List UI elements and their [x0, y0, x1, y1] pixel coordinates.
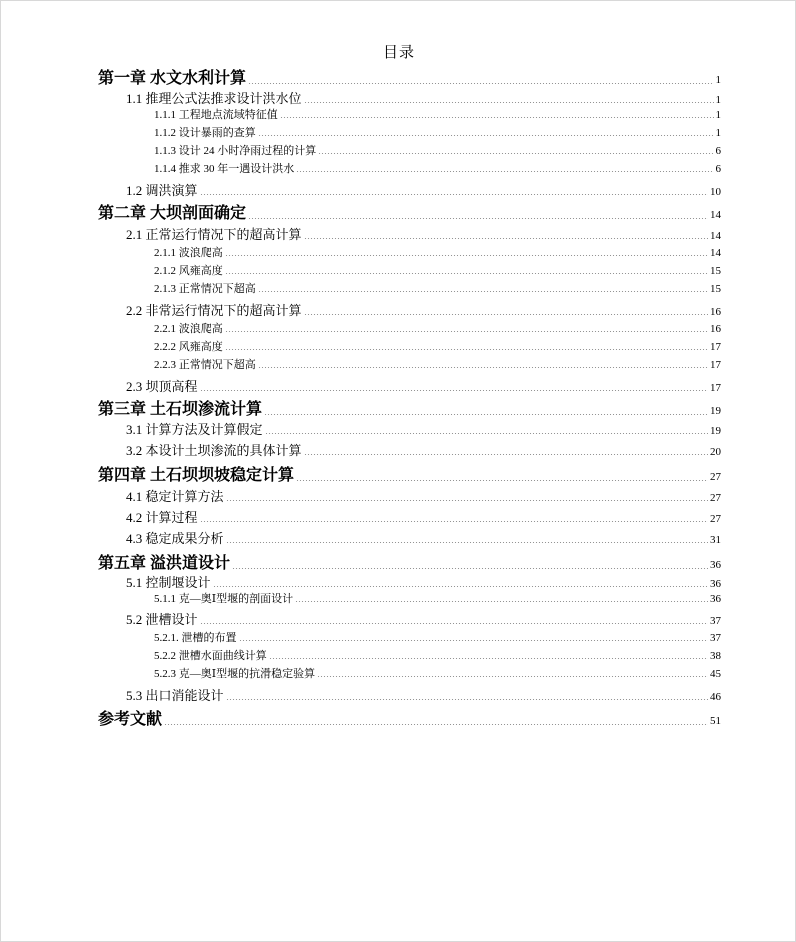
toc-leader-dots — [213, 586, 708, 587]
toc-title: 目录 — [382, 45, 415, 61]
toc-entry[interactable] — [126, 88, 721, 107]
toc-entry-label: 5.2.1. 泄槽的布置 — [154, 632, 237, 644]
toc-entry-page-number: 37 — [710, 615, 721, 627]
toc-entry-page-number: 1 — [715, 74, 721, 86]
toc-leader-dots — [225, 255, 708, 256]
toc-entry-page-number: 1 — [715, 127, 721, 139]
toc-entry-label: 第三章 土石坝渗流计算 — [98, 401, 263, 418]
toc-entry-label: 第一章 水文水利计算 — [98, 70, 247, 87]
toc-entry-page-number: 1 — [715, 94, 721, 106]
toc-entry-label: 1.1.1 工程地点流域特征值 — [154, 109, 278, 121]
toc-entry-page-number: 37 — [710, 632, 721, 644]
toc-entry-page-number: 17 — [710, 359, 721, 371]
toc-entry[interactable] — [126, 376, 721, 395]
toc-entry-label: 2.2.2 风雍高度 — [154, 341, 223, 353]
toc-leader-dots — [200, 521, 708, 522]
toc-entry-page-number: 36 — [710, 593, 721, 605]
toc-entry-page-number: 14 — [710, 247, 721, 259]
toc-entry[interactable] — [154, 280, 721, 296]
toc-entry[interactable] — [154, 356, 721, 372]
toc-leader-dots — [295, 601, 708, 602]
toc-leader-dots — [304, 454, 708, 455]
toc-entry-label: 5.1 控制堰设计 — [126, 575, 211, 590]
toc-entry[interactable] — [154, 124, 721, 140]
toc-entry-label: 3.2 本设计土坝渗流的具体计算 — [126, 443, 302, 458]
toc-entry-label: 2.2.1 波浪爬高 — [154, 323, 223, 335]
toc-entry[interactable] — [126, 528, 721, 547]
toc-entry-label: 5.2.3 克—奥Ⅰ型堰的抗滑稳定验算 — [154, 668, 316, 680]
toc-entry-label: 3.1 计算方法及计算假定 — [126, 422, 263, 437]
toc-leader-dots — [239, 640, 709, 641]
toc-leader-dots — [264, 414, 708, 415]
toc-entry[interactable] — [126, 440, 721, 459]
toc-entry-label: 2.1.3 正常情况下超高 — [154, 283, 256, 295]
toc-leader-dots — [258, 291, 708, 292]
toc-entry-page-number: 1 — [715, 109, 721, 121]
toc-entry[interactable] — [154, 244, 721, 260]
toc-entry-label: 2.2 非常运行情况下的超高计算 — [126, 303, 302, 318]
toc-entry-label: 5.2.2 泄槽水面曲线计算 — [154, 650, 267, 662]
toc-entry-page-number: 6 — [715, 163, 721, 175]
toc-leader-dots — [225, 331, 708, 332]
toc-entry[interactable] — [98, 550, 721, 573]
toc-entry-label: 第五章 溢洪道设计 — [98, 555, 231, 572]
toc-entry[interactable] — [98, 65, 721, 88]
toc-entry[interactable] — [126, 180, 721, 199]
toc-entry[interactable] — [126, 419, 721, 438]
toc-leader-dots — [200, 390, 708, 391]
toc-entry-label: 1.1.2 设计暴雨的查算 — [154, 127, 256, 139]
toc-entry-page-number: 27 — [710, 513, 721, 525]
toc-entry-label: 4.1 稳定计算方法 — [126, 489, 224, 504]
toc-entry[interactable] — [154, 590, 721, 606]
toc-leader-dots — [200, 623, 708, 624]
toc-entry-label: 1.1.3 设计 24 小时净雨过程的计算 — [154, 145, 317, 157]
toc-leader-dots — [248, 83, 713, 84]
toc-entry-label: 第四章 土石坝坝坡稳定计算 — [98, 467, 295, 484]
toc-entry[interactable] — [154, 142, 721, 158]
toc-leader-dots — [232, 568, 708, 569]
toc-entry[interactable] — [154, 629, 721, 645]
toc-leader-dots — [296, 171, 713, 172]
toc-leader-dots — [304, 238, 708, 239]
toc-entry-page-number: 16 — [710, 323, 721, 335]
toc-entry-label: 2.2.3 正常情况下超高 — [154, 359, 256, 371]
toc-entry[interactable] — [154, 338, 721, 354]
toc-entry-page-number: 20 — [710, 446, 721, 458]
toc-entry-label: 2.3 坝顶高程 — [126, 379, 198, 394]
toc-leader-dots — [225, 349, 708, 350]
toc-entry[interactable] — [98, 200, 721, 223]
toc-leader-dots — [164, 724, 708, 725]
toc-entry[interactable] — [154, 647, 721, 663]
toc-leader-dots — [296, 480, 708, 481]
toc-entry-label: 第二章 大坝剖面确定 — [98, 205, 247, 222]
toc-entry-page-number: 10 — [710, 186, 721, 198]
toc-leader-dots — [226, 699, 708, 700]
toc-leader-dots — [304, 314, 708, 315]
toc-entry-label: 2.1.1 波浪爬高 — [154, 247, 223, 259]
toc-entry-label: 5.2 泄槽设计 — [126, 612, 198, 627]
toc-entry-label: 1.1 推理公式法推求设计洪水位 — [126, 91, 302, 106]
toc-entry[interactable] — [154, 106, 721, 122]
toc-leader-dots — [226, 500, 708, 501]
toc-leader-dots — [317, 676, 708, 677]
toc-leader-dots — [258, 135, 714, 136]
toc-entry-label: 2.1 正常运行情况下的超高计算 — [126, 227, 302, 242]
toc-leader-dots — [200, 194, 708, 195]
toc-leader-dots — [318, 153, 713, 154]
toc-entry-page-number: 15 — [710, 265, 721, 277]
toc-entry[interactable] — [154, 320, 721, 336]
toc-entry[interactable] — [126, 609, 721, 628]
toc-leader-dots — [225, 273, 708, 274]
toc-entry-label: 5.3 出口消能设计 — [126, 688, 224, 703]
toc-entry-page-number: 14 — [710, 209, 721, 221]
toc-entry-page-number: 38 — [710, 650, 721, 662]
toc-leader-dots — [304, 102, 714, 103]
toc-leader-dots — [280, 117, 714, 118]
toc-entry[interactable] — [98, 706, 721, 729]
toc-entry-page-number: 46 — [710, 691, 721, 703]
toc-entry-page-number: 36 — [710, 559, 721, 571]
toc-entry[interactable] — [126, 486, 721, 505]
toc-entry-page-number: 16 — [710, 306, 721, 318]
toc-entry[interactable] — [126, 224, 721, 243]
toc-entry-label: 2.1.2 风雍高度 — [154, 265, 223, 277]
toc-leader-dots — [226, 542, 708, 543]
toc-entry-page-number: 17 — [710, 341, 721, 353]
toc-entry-page-number: 27 — [710, 492, 721, 504]
toc-leader-dots — [248, 218, 708, 219]
toc-entry-page-number: 17 — [710, 382, 721, 394]
toc-entry-page-number: 31 — [710, 534, 721, 546]
toc-entry-page-number: 6 — [715, 145, 721, 157]
toc-entry-page-number: 15 — [710, 283, 721, 295]
toc-entry-label: 1.2 调洪演算 — [126, 183, 198, 198]
toc-entry-label: 参考文献 — [98, 711, 163, 728]
toc-entry-page-number: 19 — [710, 405, 721, 417]
toc-entry[interactable] — [154, 160, 721, 176]
toc-entry-label: 4.2 计算过程 — [126, 510, 198, 525]
toc-leader-dots — [258, 367, 708, 368]
toc-entry[interactable] — [126, 507, 721, 526]
toc-entry[interactable] — [98, 396, 721, 419]
toc-entry-label: 5.1.1 克—奥Ⅰ型堰的剖面设计 — [154, 593, 294, 605]
toc-entry-page-number: 14 — [710, 230, 721, 242]
toc-entry-page-number: 51 — [710, 715, 721, 727]
toc-entry-page-number: 19 — [710, 425, 721, 437]
toc-entry-label: 4.3 稳定成果分析 — [126, 531, 224, 546]
toc-entry[interactable] — [126, 300, 721, 319]
toc-entry[interactable] — [126, 685, 721, 704]
toc-leader-dots — [265, 433, 708, 434]
toc-entry[interactable] — [154, 665, 721, 681]
toc-entry-label: 1.1.4 推求 30 年一遇设计洪水 — [154, 163, 295, 175]
toc-entry[interactable] — [98, 462, 721, 485]
toc-entry-page-number: 36 — [710, 578, 721, 590]
toc-leader-dots — [269, 658, 708, 659]
toc-entry-page-number: 27 — [710, 471, 721, 483]
toc-entry[interactable] — [154, 262, 721, 278]
toc-entry[interactable] — [126, 572, 721, 591]
toc-entry-page-number: 45 — [710, 668, 721, 680]
